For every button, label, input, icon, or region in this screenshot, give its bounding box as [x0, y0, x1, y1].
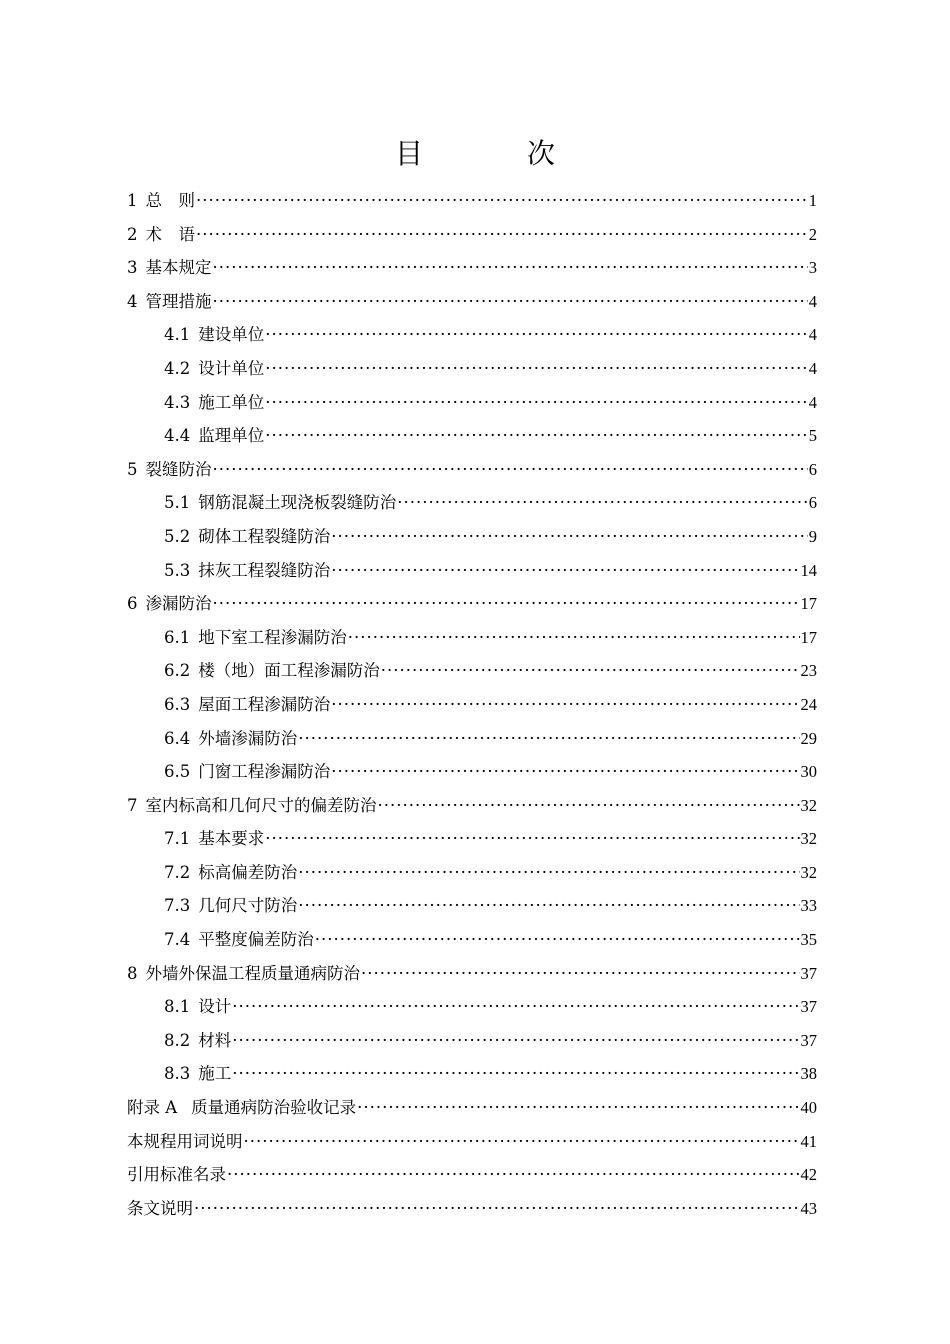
- toc-entry[interactable]: [127, 386, 817, 420]
- toc-entry-number: 5.3: [164, 560, 191, 580]
- toc-entry-label: 地下室工程渗漏防治: [198, 627, 347, 647]
- dot-leader: [196, 218, 808, 252]
- dot-leader: [232, 1057, 799, 1091]
- toc-entry[interactable]: [127, 587, 817, 621]
- toc-entry-page-number: 35: [800, 930, 817, 950]
- toc-entry-label: 材料: [198, 1030, 232, 1050]
- toc-entry-label: 设计: [198, 997, 232, 1017]
- toc-entry-page-number: 30: [800, 762, 817, 782]
- toc-entry[interactable]: [127, 856, 817, 890]
- toc-entry-number: 5: [127, 459, 138, 479]
- toc-entry[interactable]: [127, 1125, 817, 1159]
- toc-entry-page-number: 14: [800, 560, 817, 580]
- toc-entry[interactable]: [127, 318, 817, 352]
- toc-entry-number: 6.5: [164, 762, 191, 782]
- toc-entry-page-number: 33: [800, 896, 817, 916]
- toc-entry[interactable]: [127, 990, 817, 1024]
- toc-entry-number: 7: [127, 795, 138, 815]
- dot-leader: [196, 184, 808, 218]
- toc-entry-page-number: 4: [808, 392, 817, 412]
- toc-entry-label: 渗漏防治: [145, 594, 212, 614]
- dot-leader: [331, 554, 799, 588]
- dot-leader: [298, 889, 799, 923]
- toc-entry-label: 室内标高和几何尺寸的偏差防治: [145, 795, 377, 815]
- dot-leader: [298, 722, 799, 756]
- toc-entry-number: 8: [127, 963, 138, 983]
- toc-entry-label: 引用标准名录: [127, 1165, 226, 1185]
- toc-entry-label: 质量通病防治验收记录: [191, 1098, 357, 1118]
- toc-entry-number: 5.2: [164, 526, 191, 546]
- dot-leader: [232, 1024, 799, 1058]
- toc-entry-number: 2: [127, 224, 138, 244]
- dot-leader: [378, 789, 800, 823]
- toc-entry-page-number: 4: [808, 358, 817, 378]
- dot-leader: [361, 957, 800, 991]
- toc-entry-number: 3: [127, 258, 138, 278]
- toc-entry[interactable]: [127, 688, 817, 722]
- toc-entry-label: 标高偏差防治: [198, 862, 298, 882]
- toc-entry[interactable]: [127, 453, 817, 487]
- dot-leader: [265, 822, 799, 856]
- dot-leader: [315, 923, 800, 957]
- toc-entry[interactable]: [127, 1057, 817, 1091]
- toc-entry[interactable]: [127, 419, 817, 453]
- toc-entry-label: 裂缝防治: [145, 459, 212, 479]
- toc-entry[interactable]: [127, 352, 817, 386]
- dot-leader: [213, 285, 808, 319]
- toc-entry-label: 门窗工程渗漏防治: [198, 762, 331, 782]
- toc-entry[interactable]: [127, 654, 817, 688]
- toc-entry-page-number: 3: [808, 258, 817, 278]
- toc-entry-label: 管理措施: [145, 291, 212, 311]
- toc-entry-page-number: 40: [800, 1098, 817, 1118]
- toc-entry-page-number: 24: [800, 694, 817, 714]
- toc-entry[interactable]: [127, 889, 817, 923]
- toc-entry-label: 外墙外保温工程质量通病防治: [145, 963, 360, 983]
- toc-entry-label: 平整度偏差防治: [198, 930, 314, 950]
- toc-entry-label: 施工: [198, 1064, 232, 1084]
- dot-leader: [227, 1158, 800, 1192]
- toc-entry[interactable]: [127, 822, 817, 856]
- toc-entry-number: 7.2: [164, 862, 191, 882]
- toc-entry[interactable]: [127, 755, 817, 789]
- toc-entry[interactable]: [127, 285, 817, 319]
- toc-entry-number: 7.4: [164, 930, 191, 950]
- toc-entry-number: 1: [127, 191, 138, 210]
- toc-entry-number: 附录 A: [127, 1098, 178, 1118]
- toc-entry-page-number: 4: [808, 325, 817, 345]
- toc-entry-label: 设计单位: [198, 358, 265, 378]
- toc-entry-label: 屋面工程渗漏防治: [198, 694, 331, 714]
- toc-entry-page-number: 32: [800, 795, 817, 815]
- dot-leader: [298, 856, 799, 890]
- toc-entry[interactable]: [127, 923, 817, 957]
- dot-leader: [265, 352, 808, 386]
- page-title: 目 次: [394, 137, 593, 170]
- toc-entry-number: 4.4: [164, 426, 191, 446]
- toc-entry[interactable]: [127, 621, 817, 655]
- toc-entry-label: 砌体工程裂缝防治: [198, 526, 331, 546]
- toc-entry[interactable]: [127, 554, 817, 588]
- toc-entry-page-number: 32: [800, 829, 817, 849]
- toc-entry-page-number: 6: [808, 459, 817, 479]
- toc-entry[interactable]: [127, 789, 817, 823]
- toc-entry-page-number: 5: [808, 426, 817, 446]
- toc-entry-label: 基本要求: [198, 829, 265, 849]
- toc-entry[interactable]: [127, 184, 817, 218]
- dot-leader: [331, 688, 799, 722]
- dot-leader: [397, 486, 808, 520]
- dot-leader: [213, 587, 800, 621]
- toc-entry-number: 8.2: [164, 1030, 191, 1050]
- dot-leader: [213, 251, 808, 285]
- toc-entry-number: 7.1: [164, 829, 191, 849]
- toc-entry[interactable]: [127, 722, 817, 756]
- dot-leader: [357, 1091, 799, 1125]
- toc-entry[interactable]: [127, 1091, 817, 1125]
- toc-entry-number: 6.3: [164, 694, 191, 714]
- dot-leader: [232, 990, 799, 1024]
- dot-leader: [381, 654, 800, 688]
- toc-entry-page-number: 4: [808, 291, 817, 311]
- toc-entry-label: 抹灰工程裂缝防治: [198, 560, 331, 580]
- toc-entry-label: 施工单位: [198, 392, 265, 412]
- toc-entry-page-number: 42: [800, 1165, 817, 1185]
- toc-entry-number: 4.1: [164, 325, 191, 345]
- toc-entry-page-number: 1: [808, 191, 817, 210]
- toc-entry[interactable]: [127, 251, 817, 285]
- toc-entry-number: 4.2: [164, 358, 191, 378]
- toc-entry-page-number: 23: [800, 661, 817, 681]
- toc-entry-label: 楼（地）面工程渗漏防治: [198, 661, 380, 681]
- toc-entry-label: 总 则: [145, 191, 195, 210]
- toc-entry-page-number: 6: [808, 493, 817, 513]
- toc-entry[interactable]: [127, 218, 817, 252]
- toc-entry-page-number: 17: [800, 594, 817, 614]
- toc-entry-page-number: 32: [800, 862, 817, 882]
- toc-entry-page-number: 43: [800, 1198, 817, 1218]
- toc-entry-number: 4.3: [164, 392, 191, 412]
- toc-entry[interactable]: [127, 520, 817, 554]
- toc-entry-number: 7.3: [164, 896, 191, 916]
- toc-entry-page-number: 17: [800, 627, 817, 647]
- toc-entry-number: 8.3: [164, 1064, 191, 1084]
- toc-entry-page-number: 2: [808, 224, 817, 244]
- toc-entry-page-number: 37: [800, 963, 817, 983]
- toc-entry[interactable]: [127, 486, 817, 520]
- dot-leader: [331, 755, 799, 789]
- toc-entry-number: 6.4: [164, 728, 191, 748]
- toc-entry-number: 4: [127, 291, 138, 311]
- toc-entry-number: 5.1: [164, 493, 191, 513]
- toc-entry[interactable]: [127, 1192, 817, 1226]
- dot-leader: [265, 318, 808, 352]
- toc-entry-page-number: 41: [800, 1131, 817, 1151]
- toc-entry-label: 基本规定: [145, 258, 212, 278]
- toc-entry-page-number: 37: [800, 1030, 817, 1050]
- dot-leader: [348, 621, 800, 655]
- toc-entry-number: 8.1: [164, 997, 191, 1017]
- toc-entry-page-number: 37: [800, 997, 817, 1017]
- toc-entry[interactable]: [127, 1024, 817, 1058]
- dot-leader: [265, 386, 808, 420]
- toc-entry-label: 术 语: [145, 224, 195, 244]
- toc-entry-number: 6.2: [164, 661, 191, 681]
- toc-entry-label: 监理单位: [198, 426, 265, 446]
- toc-entry-number: 6: [127, 594, 138, 614]
- toc-entry-number: 6.1: [164, 627, 191, 647]
- dot-leader: [213, 453, 808, 487]
- dot-leader: [244, 1125, 800, 1159]
- toc-entry[interactable]: [127, 957, 817, 991]
- toc-entry-page-number: 38: [800, 1064, 817, 1084]
- toc-entry-label: 条文说明: [127, 1198, 193, 1218]
- toc-entry-label: 钢筋混凝土现浇板裂缝防治: [198, 493, 397, 513]
- table-of-contents: [127, 184, 817, 1225]
- toc-entry-label: 外墙渗漏防治: [198, 728, 298, 748]
- toc-entry-label: 几何尺寸防治: [198, 896, 298, 916]
- toc-entry-label: 本规程用词说明: [127, 1131, 243, 1151]
- toc-entry[interactable]: [127, 1158, 817, 1192]
- dot-leader: [194, 1192, 800, 1226]
- toc-entry-page-number: 9: [808, 526, 817, 546]
- dot-leader: [331, 520, 808, 554]
- dot-leader: [265, 419, 808, 453]
- toc-entry-page-number: 29: [800, 728, 817, 748]
- toc-entry-label: 建设单位: [198, 325, 265, 345]
